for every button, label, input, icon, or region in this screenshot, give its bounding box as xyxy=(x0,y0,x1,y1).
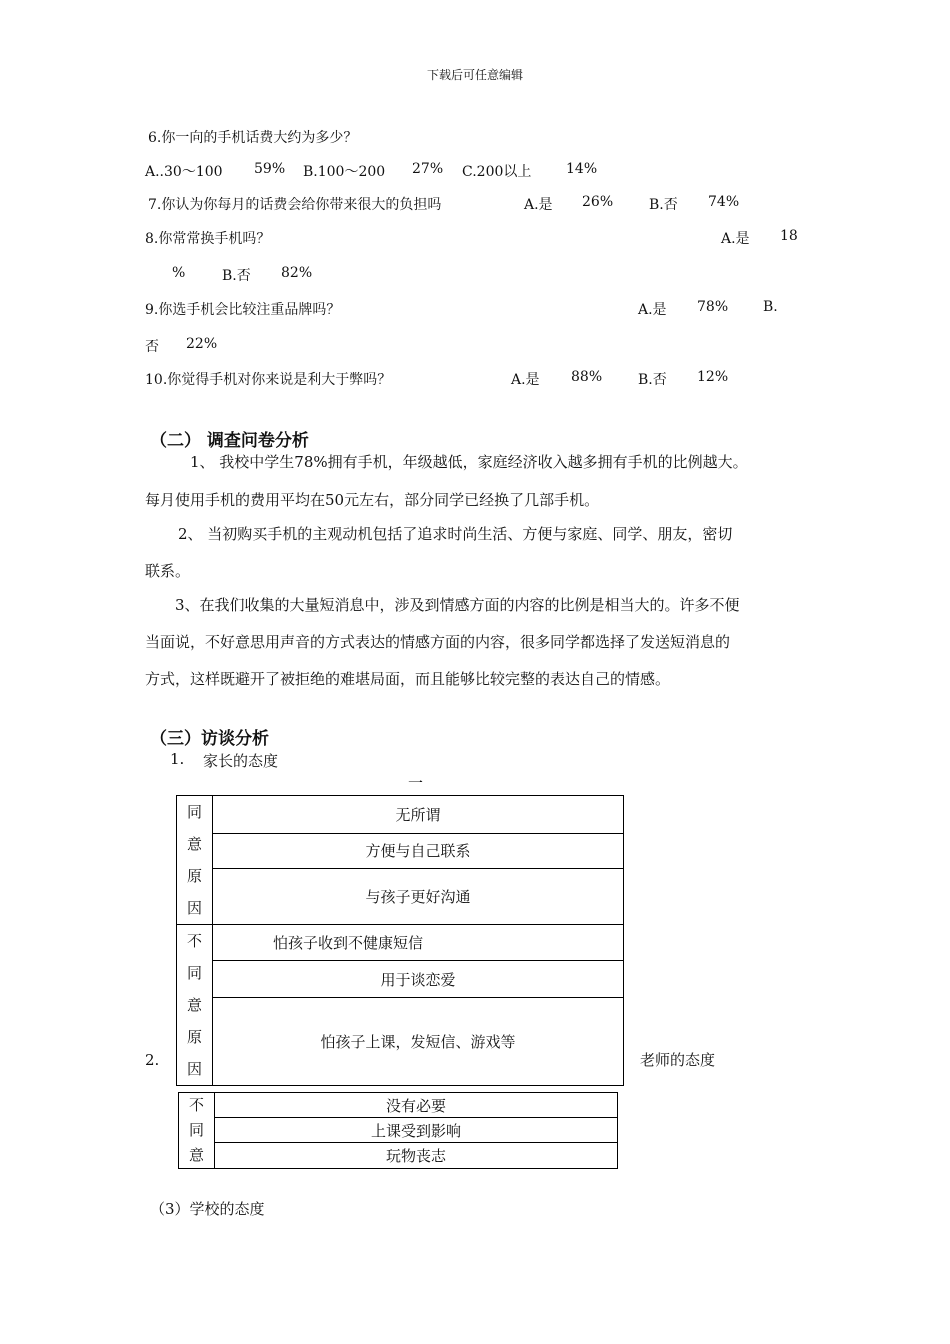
question-8: 8.你常常换手机吗？ xyxy=(145,231,271,247)
analysis-para-1-line-1: 1、 我校中学生78%拥有手机，年级越低，家庭经济收入越多拥有手机的比例越大。 xyxy=(190,453,748,471)
disagree-reason-row: 怕孩子收到不健康短信 xyxy=(213,925,624,961)
q10-option-b-pct: 12% xyxy=(697,369,729,385)
analysis-para-2-line-2: 联系。 xyxy=(145,562,191,580)
teacher-attitude-table xyxy=(178,1092,618,1169)
q9-option-a-pct: 78% xyxy=(697,299,729,315)
q7-option-a: A.是 xyxy=(524,197,553,213)
q9-option-a: A.是 xyxy=(638,302,667,318)
page-header: 下载后可任意编辑 xyxy=(426,68,523,82)
dash-mark: 一 xyxy=(408,774,424,792)
q7-option-b-pct: 74% xyxy=(708,194,740,210)
item-1-number: 1. xyxy=(170,750,185,768)
question-9: 9.你选手机会比较注重品牌吗？ xyxy=(145,302,341,318)
question-10: 10.你觉得手机对你来说是利大于弊吗？ xyxy=(145,372,392,388)
agree-reason-row: 方便与自己联系 xyxy=(213,834,624,868)
q9-option-b: B. xyxy=(763,299,778,315)
analysis-para-3-line-1: 3、在我们收集的大量短消息中，涉及到情感方面的内容的比例是相当大的。许多不便 xyxy=(175,596,740,614)
item-1-label: 家长的态度 xyxy=(203,752,279,770)
q6-option-b: B.100～200 xyxy=(303,164,386,180)
q8-option-b: B.否 xyxy=(222,268,251,284)
q6-option-a: A..30～100 xyxy=(145,164,223,180)
q10-option-a-pct: 88% xyxy=(571,369,603,385)
q8-option-a: A.是 xyxy=(721,231,750,247)
q6-option-a-pct: 59% xyxy=(254,161,286,177)
q7-option-b: B.否 xyxy=(649,197,678,213)
q10-option-a: A.是 xyxy=(511,372,540,388)
q6-option-c: C.200以上 xyxy=(462,164,532,180)
disagree-reason-row: 怕孩子上课，发短信、游戏等 xyxy=(213,998,624,1086)
analysis-para-3-line-2: 当面说，不好意思用声音的方式表达的情感方面的内容，很多同学都选择了发送短消息的 xyxy=(145,633,731,651)
disagree-reason-row: 用于谈恋爱 xyxy=(213,961,624,998)
q8-option-a-pct-sign: % xyxy=(172,265,186,281)
item-2-label: 老师的态度 xyxy=(640,1051,716,1069)
question-6: 6.你一向的手机话费大约为多少？ xyxy=(148,130,358,146)
teacher-disagree-label: 不 同 意 xyxy=(179,1093,215,1169)
section-2-title: （二） 调查问卷分析 xyxy=(150,431,309,451)
q8-option-b-pct: 82% xyxy=(281,265,313,281)
q8-option-a-pct: 18 xyxy=(780,228,798,244)
analysis-para-3-line-3: 方式，这样既避开了被拒绝的难堪局面，而且能够比较完整的表达自己的情感。 xyxy=(145,670,671,688)
teacher-reason-row: 没有必要 xyxy=(215,1093,618,1118)
section-3-title: （三）访谈分析 xyxy=(150,729,269,749)
question-7: 7.你认为你每月的话费会给你带来很大的负担吗 xyxy=(148,197,442,213)
item-3-label: （3）学校的态度 xyxy=(150,1200,265,1218)
teacher-reason-row: 上课受到影响 xyxy=(215,1118,618,1143)
parent-attitude-table xyxy=(176,795,624,1086)
analysis-para-1-line-2: 每月使用手机的费用平均在50元左右，部分同学已经换了几部手机。 xyxy=(145,491,600,509)
agree-reason-label: 同 意 原 因 xyxy=(177,796,213,925)
agree-reason-row: 与孩子更好沟通 xyxy=(213,868,624,924)
q6-option-c-pct: 14% xyxy=(566,161,598,177)
q9-option-b-cont: 否 xyxy=(145,339,159,355)
q9-option-b-pct: 22% xyxy=(186,336,218,352)
disagree-reason-label: 不 同 意 原 因 xyxy=(177,925,213,1086)
teacher-reason-row: 玩物丧志 xyxy=(215,1143,618,1169)
q6-option-b-pct: 27% xyxy=(412,161,444,177)
analysis-para-2-line-1: 2、 当初购买手机的主观动机包括了追求时尚生活、方便与家庭、同学、朋友，密切 xyxy=(178,525,733,543)
q7-option-a-pct: 26% xyxy=(582,194,614,210)
q10-option-b: B.否 xyxy=(638,372,667,388)
agree-reason-row: 无所谓 xyxy=(213,796,624,834)
item-2-number: 2. xyxy=(145,1051,160,1069)
